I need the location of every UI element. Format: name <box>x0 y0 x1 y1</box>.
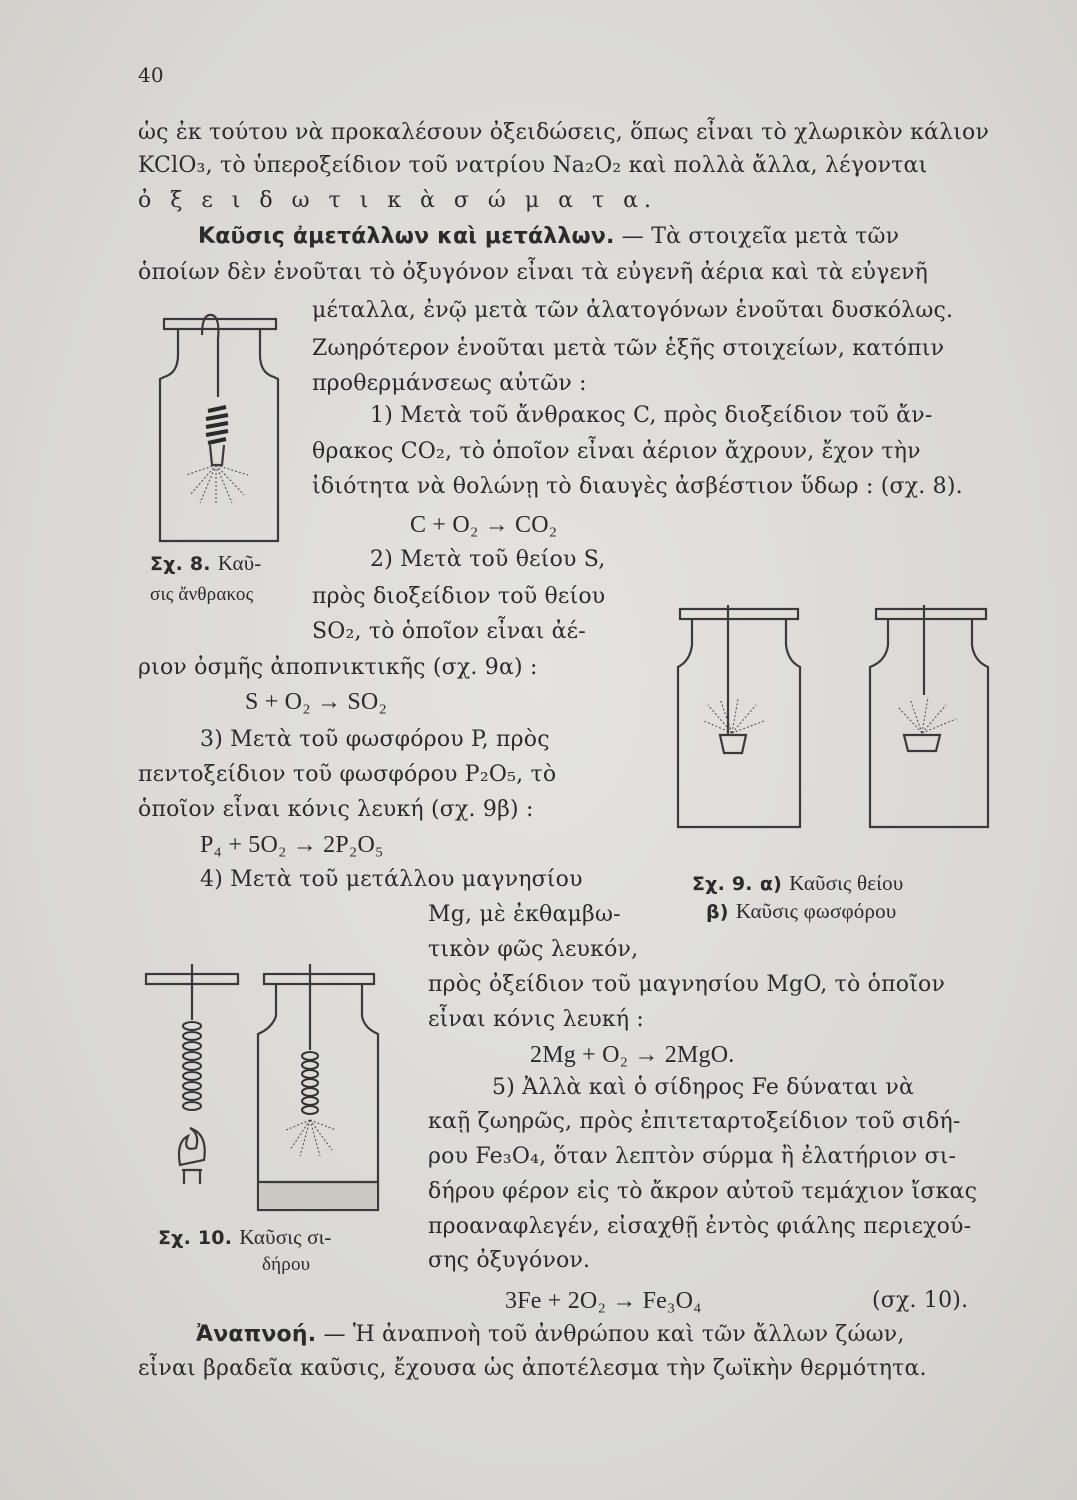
text-line: 2) Μετὰ τοῦ θείου S, <box>370 547 606 572</box>
text-line: εἶναι κόνις λευκή : <box>428 1007 645 1032</box>
equation-phosphorus: P₄ + 5O₂ → 2P₂O₅ <box>200 832 384 858</box>
equation-carbon: C + O₂ → CO₂ <box>410 512 558 538</box>
text-line: 3) Μετὰ τοῦ φωσφόρου P, πρὸς <box>200 727 550 752</box>
fig10-caption <box>158 1222 332 1253</box>
section-heading-line <box>198 222 899 252</box>
heading-tail: — Ἡ ἀναπνοὴ τοῦ ἀνθρώπου καὶ τῶν ἄλλων ζώων, <box>316 1322 905 1347</box>
text-line: πρὸς ὀξείδιον τοῦ μαγνησίου MgO, τὸ ὁποῖον <box>428 972 946 997</box>
section-heading-line <box>196 1320 905 1350</box>
equation-iron-ref: (σχ. 10). <box>872 1288 969 1313</box>
text-line: τικὸν φῶς λευκόν, <box>428 937 639 962</box>
fig9-sulfur-phosphorus-bottles-illustration <box>668 595 998 845</box>
text-line: ὁποῖον εἶναι κόνις λευκή (σχ. 9β) : <box>138 797 534 822</box>
equation-iron: 3Fe + 2O₂ → Fe₃O₄ <box>505 1288 702 1314</box>
text-line: 4) Μετὰ τοῦ μετάλλου μαγνησίου <box>200 867 583 892</box>
fig10-caption-text: Καῦσις σι- <box>239 1225 332 1249</box>
fig9-a-text: Καῦσις θείου <box>789 871 904 895</box>
text-line: 5) Ἀλλὰ καὶ ὁ σίδηρος Fe δύναται νὰ <box>492 1075 915 1100</box>
equation-magnesium: 2Mg + O₂ → 2MgO. <box>530 1042 735 1068</box>
fig8-label: Σχ. 8. <box>150 553 211 575</box>
text-line: Ζωηρότερον ἑνοῦται μετὰ τῶν ἑξῆς στοιχείων, κατόπιν <box>312 336 945 361</box>
text-line: μέταλλα, ἐνῷ μετὰ τῶν ἀλατογόνων ἑνοῦται δυσκόλως. <box>312 298 954 323</box>
page-number: 40 <box>138 63 164 87</box>
fig9-a-label: α) <box>759 873 783 895</box>
text-line: θρακος CO₂, τὸ ὁποῖον εἶναι ἀέριον ἄχρουν, ἔχον τὴν <box>312 439 921 464</box>
section-heading: Ἀναπνοή. <box>196 1322 317 1347</box>
text-line: δήρου φέρον εἰς τὸ ἄκρον αὐτοῦ τεμάχιον ἴσκας <box>428 1179 978 1204</box>
text-line: προαναφλεγέν, εἰσαχθῇ ἐντὸς φιάλης περιεχού- <box>428 1214 972 1239</box>
text-line: Mg, μὲ ἐκθαμβω- <box>428 902 621 927</box>
text-line: 1) Μετὰ τοῦ ἄνθρακος C, πρὸς διοξείδιον τοῦ ἄν- <box>370 403 933 428</box>
text-line: σης ὀξυγόνον. <box>428 1248 591 1273</box>
fig9-b-text: Καῦσις φωσφόρου <box>735 899 897 923</box>
fig8-caption-text: Καῦ- <box>217 551 262 575</box>
fig9-caption-line2 <box>706 896 896 927</box>
fig10-label: Σχ. 10. <box>158 1227 233 1249</box>
fig10-iron-combustion-illustration <box>140 960 385 1220</box>
text-line: καῇ ζωηρῶς, πρὸς ἐπιτεταρτοξείδιον τοῦ σιδή- <box>428 1109 961 1134</box>
fig9-label: Σχ. 9. <box>692 873 753 895</box>
fig9-b-label: β) <box>706 901 729 923</box>
fig10-caption-line2: δήρου <box>262 1254 311 1275</box>
fig8-caption <box>150 548 262 579</box>
text-line: ὁποίων δὲν ἑνοῦται τὸ ὀξυγόνον εἶναι τὰ εὐγενῆ ἀέρια καὶ τὰ εὐγενῆ <box>138 260 929 285</box>
text-line: KClO₃, τὸ ὑπεροξείδιον τοῦ νατρίου Na₂O₂ καὶ πολλὰ ἄλλα, λέγονται <box>138 153 928 178</box>
text-line: ἰδιότητα νὰ θολώνῃ τὸ διαυγὲς ἀσβέστιον ὕδωρ : (σχ. 8). <box>312 474 963 499</box>
fig8-carbon-bottle-illustration <box>150 305 290 555</box>
text-line: πεντοξείδιον τοῦ φωσφόρου P₂O₅, τὸ <box>138 762 557 787</box>
text-line: ὡς ἐκ τούτου νὰ προκαλέσουν ὀξειδώσεις, ὅπως εἶναι τὸ χλωρικὸν κάλιον <box>138 120 990 145</box>
text-line: ὀ ξ ε ι δ ω τ ι κ ὰ σ ώ μ α τ α. <box>138 188 658 213</box>
text-line: πρὸς διοξείδιον τοῦ θείου <box>312 584 606 609</box>
fig9-caption <box>692 868 903 899</box>
section-heading: Καῦσις ἀμετάλλων καὶ μετάλλων. <box>198 224 615 249</box>
fig8-caption-line2: σις ἄνθρακος <box>150 584 254 605</box>
heading-tail: — Τὰ στοιχεῖα μετὰ τῶν <box>614 224 900 249</box>
text-line: εἶναι βραδεῖα καῦσις, ἔχουσα ὡς ἀποτέλεσμα τὴν ζωϊκὴν θερμότητα. <box>138 1356 927 1381</box>
equation-sulfur: S + O₂ → SO₂ <box>245 689 388 715</box>
text-line: SO₂, τὸ ὁποῖον εἶναι ἀέ- <box>312 619 586 644</box>
text-line: ρου Fe₃O₄, ὅταν λεπτὸν σύρμα ἢ ἐλατήριον σι- <box>428 1144 957 1169</box>
text-line: ριον ὀσμῆς ἀποπνικτικῆς (σχ. 9α) : <box>138 655 538 680</box>
text-line: προθερμάνσεως αὐτῶν : <box>312 371 587 396</box>
